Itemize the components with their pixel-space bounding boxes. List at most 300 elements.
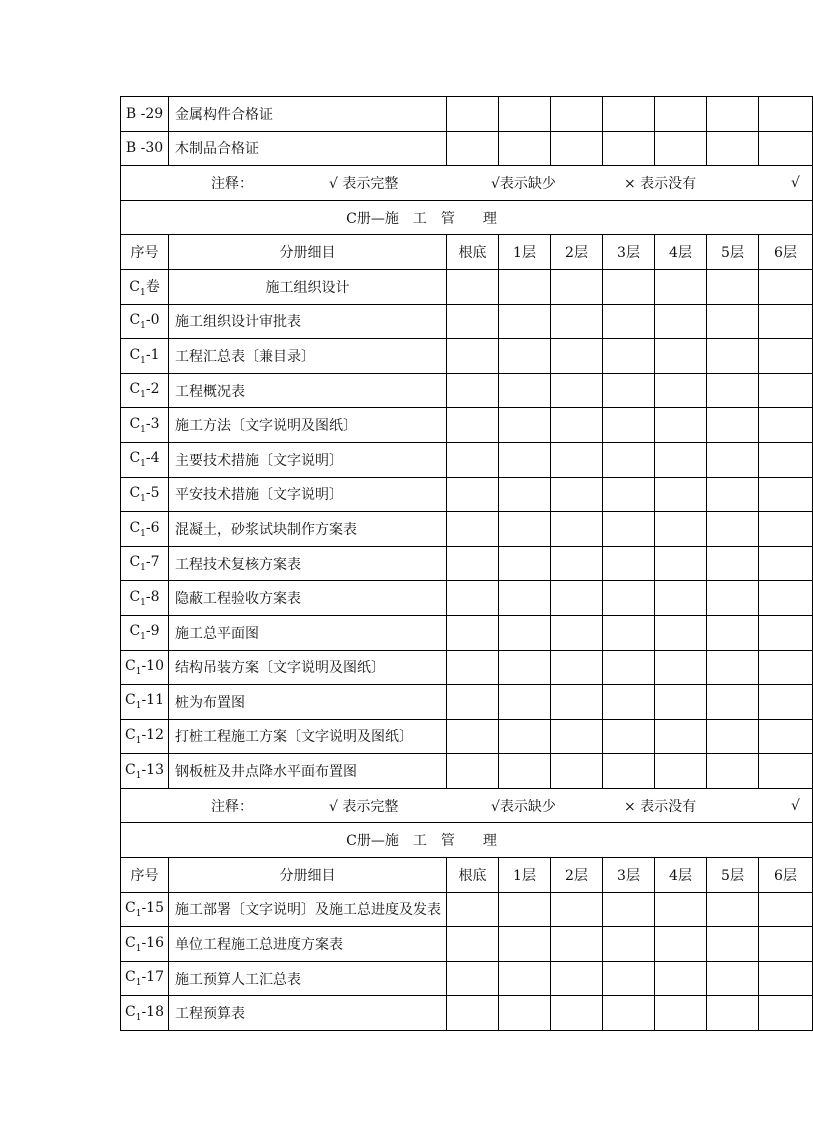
checkbox-cell[interactable]	[603, 892, 655, 927]
table-row	[121, 685, 813, 720]
header-floor: 5层	[707, 235, 759, 270]
checkbox-cell[interactable]	[603, 304, 655, 339]
header-floor: 4层	[655, 235, 707, 270]
row-item-name: 金属构件合格证	[169, 97, 447, 132]
checkbox-cell[interactable]	[603, 754, 655, 789]
checkbox-cell[interactable]	[447, 581, 499, 616]
checkbox-cell[interactable]	[759, 650, 813, 685]
table-row	[121, 512, 813, 547]
note-row	[121, 166, 813, 201]
checkbox-cell[interactable]	[759, 97, 813, 132]
code-suffix: -2	[145, 381, 160, 398]
row-code: B -30	[121, 131, 169, 166]
checkbox-cell[interactable]	[759, 546, 813, 581]
checkbox-cell[interactable]	[759, 339, 813, 374]
checkbox-cell[interactable]	[551, 719, 603, 754]
checkbox-cell[interactable]	[499, 512, 551, 547]
checkbox-cell[interactable]	[603, 650, 655, 685]
checkbox-cell[interactable]	[499, 650, 551, 685]
code-subscript: 1	[135, 701, 142, 712]
checkbox-cell[interactable]	[603, 961, 655, 996]
checkbox-cell[interactable]	[655, 373, 707, 408]
code-subscript: 1	[140, 459, 146, 470]
code-prefix: C	[129, 554, 141, 571]
code-suffix: -17	[141, 969, 164, 986]
checkbox-cell[interactable]	[655, 477, 707, 512]
table-row	[121, 615, 813, 650]
note-missing: √表示缺少	[491, 175, 556, 192]
checkbox-cell[interactable]	[603, 373, 655, 408]
row-code	[121, 546, 169, 581]
checkbox-cell[interactable]	[655, 581, 707, 616]
checkbox-cell[interactable]	[603, 719, 655, 754]
archive-checklist-table	[120, 96, 813, 1031]
note-label: 注释：	[211, 798, 253, 815]
checkbox-cell[interactable]	[447, 442, 499, 477]
row-item-name: 施工部署〔文字说明〕及施工总进度及发表	[169, 892, 447, 927]
checkbox-cell[interactable]	[707, 719, 759, 754]
checkbox-cell[interactable]	[551, 892, 603, 927]
row-item-name: 单位工程施工总进度方案表	[169, 927, 447, 962]
note-label: 注释：	[211, 175, 253, 192]
code-subscript: 1	[140, 320, 146, 331]
checkbox-cell[interactable]	[655, 339, 707, 374]
row-item-name: 工程预算表	[169, 996, 447, 1031]
row-item-name: 结构吊装方案〔文字说明及图纸〕	[169, 650, 447, 685]
note-extra: √	[791, 174, 800, 191]
checkbox-cell[interactable]	[603, 408, 655, 443]
checkbox-cell[interactable]	[759, 685, 813, 720]
checkbox-cell[interactable]	[499, 961, 551, 996]
header-floor: 2层	[551, 235, 603, 270]
code-subscript: 1	[139, 287, 146, 298]
checkbox-cell[interactable]	[707, 685, 759, 720]
row-code	[121, 719, 169, 754]
checkbox-cell[interactable]	[655, 996, 707, 1031]
checkbox-cell[interactable]	[499, 304, 551, 339]
checkbox-cell[interactable]	[759, 477, 813, 512]
code-suffix: -6	[145, 519, 160, 536]
code-prefix: C	[125, 934, 136, 951]
section-title: C册—施 工 管 理	[121, 200, 813, 235]
checkbox-cell[interactable]	[759, 304, 813, 339]
note-complete: √ 表示完整	[329, 175, 399, 192]
checkbox-cell[interactable]	[603, 546, 655, 581]
checkbox-cell[interactable]	[707, 615, 759, 650]
checkbox-cell[interactable]	[499, 719, 551, 754]
checkbox-cell[interactable]	[759, 892, 813, 927]
checkbox-cell[interactable]	[603, 131, 655, 166]
row-code	[121, 512, 169, 547]
code-subscript: 1	[135, 978, 142, 989]
row-item-name: 工程汇总表〔兼目录〕	[169, 339, 447, 374]
code-subscript: 1	[135, 735, 142, 746]
code-prefix: C	[125, 727, 136, 744]
checkbox-cell[interactable]	[759, 615, 813, 650]
table-row	[121, 892, 813, 927]
checkbox-cell[interactable]	[551, 996, 603, 1031]
checkbox-cell[interactable]	[655, 719, 707, 754]
table-row	[121, 546, 813, 581]
checkbox-cell[interactable]	[447, 961, 499, 996]
checkbox-cell[interactable]	[707, 408, 759, 443]
checkbox-cell[interactable]	[551, 927, 603, 962]
section-title-row	[121, 200, 813, 235]
code-subscript: 1	[140, 632, 146, 643]
checkbox-cell[interactable]	[499, 927, 551, 962]
code-prefix: C	[125, 761, 136, 778]
checkbox-cell[interactable]	[551, 97, 603, 132]
code-suffix: -5	[145, 484, 160, 501]
code-subscript: 1	[140, 355, 146, 366]
header-base: 根底	[447, 235, 499, 270]
checkbox-cell[interactable]	[707, 927, 759, 962]
row-item-name: 工程技术复核方案表	[169, 546, 447, 581]
header-floor: 6层	[759, 858, 813, 893]
header-floor: 1层	[499, 235, 551, 270]
checkbox-cell[interactable]	[603, 581, 655, 616]
code-prefix: C	[129, 278, 140, 295]
note-cell	[121, 166, 813, 201]
header-floor: 5层	[707, 858, 759, 893]
row-item-name: 施工组织设计	[169, 269, 447, 304]
checkbox-cell[interactable]	[707, 581, 759, 616]
checkbox-cell[interactable]	[603, 615, 655, 650]
checkbox-cell[interactable]	[603, 269, 655, 304]
code-subscript: 1	[140, 389, 146, 400]
code-subscript: 1	[135, 770, 142, 781]
code-suffix: -7	[145, 554, 160, 571]
code-prefix: C	[129, 450, 141, 467]
section-title-row	[121, 823, 813, 858]
row-code	[121, 477, 169, 512]
row-item-name: 施工方法〔文字说明及图纸〕	[169, 408, 447, 443]
checkbox-cell[interactable]	[603, 996, 655, 1031]
header-floor: 2层	[551, 858, 603, 893]
row-code	[121, 269, 169, 304]
header-floor: 6层	[759, 235, 813, 270]
row-code	[121, 685, 169, 720]
code-subscript: 1	[140, 424, 146, 435]
checkbox-cell[interactable]	[499, 892, 551, 927]
checkbox-cell[interactable]	[499, 373, 551, 408]
code-prefix: C	[129, 484, 141, 501]
code-prefix: C	[129, 381, 141, 398]
code-prefix: C	[125, 1003, 136, 1020]
checkbox-cell[interactable]	[499, 408, 551, 443]
checkbox-cell[interactable]	[603, 477, 655, 512]
header-row	[121, 235, 813, 270]
checkbox-cell[interactable]	[499, 339, 551, 374]
checkbox-cell[interactable]	[603, 512, 655, 547]
row-item-name: 混凝土，砂浆试块制作方案表	[169, 512, 447, 547]
header-seq: 序号	[121, 235, 169, 270]
checkbox-cell[interactable]	[655, 269, 707, 304]
table-row	[121, 131, 813, 166]
code-suffix: -15	[141, 900, 164, 917]
checkbox-cell[interactable]	[655, 546, 707, 581]
checkbox-cell[interactable]	[707, 373, 759, 408]
table-row	[121, 304, 813, 339]
row-code: B -29	[121, 97, 169, 132]
checkbox-cell[interactable]	[655, 685, 707, 720]
checkbox-cell[interactable]	[551, 269, 603, 304]
table-row	[121, 996, 813, 1031]
checkbox-cell[interactable]	[499, 442, 551, 477]
header-base: 根底	[447, 858, 499, 893]
table-row	[121, 927, 813, 962]
row-code	[121, 615, 169, 650]
code-suffix: -0	[145, 311, 160, 328]
code-prefix: C	[125, 657, 136, 674]
table-row	[121, 754, 813, 789]
code-prefix: C	[129, 311, 141, 328]
code-suffix: -1	[145, 346, 160, 363]
checkbox-cell[interactable]	[707, 754, 759, 789]
note-row	[121, 788, 813, 823]
checkbox-cell[interactable]	[603, 927, 655, 962]
header-floor: 4层	[655, 858, 707, 893]
checkbox-cell[interactable]	[603, 339, 655, 374]
checkbox-cell[interactable]	[655, 304, 707, 339]
checkbox-cell[interactable]	[447, 996, 499, 1031]
checkbox-cell[interactable]	[655, 650, 707, 685]
code-subscript: 1	[135, 943, 142, 954]
checkbox-cell[interactable]	[707, 996, 759, 1031]
checkbox-cell[interactable]	[447, 754, 499, 789]
checkbox-cell[interactable]	[447, 269, 499, 304]
note-missing: √表示缺少	[491, 798, 556, 815]
checkbox-cell[interactable]	[759, 996, 813, 1031]
checkbox-cell[interactable]	[551, 442, 603, 477]
row-code	[121, 304, 169, 339]
checkbox-cell[interactable]	[551, 685, 603, 720]
checkbox-cell[interactable]	[707, 477, 759, 512]
table-row	[121, 97, 813, 132]
code-suffix: -9	[145, 623, 160, 640]
checkbox-cell[interactable]	[447, 131, 499, 166]
code-prefix: C	[129, 346, 141, 363]
header-floor: 3层	[603, 235, 655, 270]
row-code	[121, 373, 169, 408]
checkbox-cell[interactable]	[551, 512, 603, 547]
checkbox-cell[interactable]	[551, 477, 603, 512]
checkbox-cell[interactable]	[603, 97, 655, 132]
checkbox-cell[interactable]	[499, 97, 551, 132]
code-suffix: -4	[145, 450, 160, 467]
checkbox-cell[interactable]	[447, 408, 499, 443]
table-row	[121, 269, 813, 304]
note-none: × 表示没有	[624, 175, 697, 192]
row-item-name: 施工预算人工汇总表	[169, 961, 447, 996]
checkbox-cell[interactable]	[447, 304, 499, 339]
checkbox-cell[interactable]	[447, 650, 499, 685]
checkbox-cell[interactable]	[759, 373, 813, 408]
code-subscript: 1	[135, 908, 142, 919]
checkbox-cell[interactable]	[655, 408, 707, 443]
row-item-name: 桩为布置图	[169, 685, 447, 720]
row-item-name: 主要技术措施〔文字说明〕	[169, 442, 447, 477]
checkbox-cell[interactable]	[551, 615, 603, 650]
checkbox-cell[interactable]	[447, 685, 499, 720]
header-seq: 序号	[121, 858, 169, 893]
code-suffix: -10	[141, 657, 164, 674]
checkbox-cell[interactable]	[707, 512, 759, 547]
checkbox-cell[interactable]	[759, 408, 813, 443]
table-row	[121, 961, 813, 996]
header-row	[121, 858, 813, 893]
checkbox-cell[interactable]	[655, 442, 707, 477]
checkbox-cell[interactable]	[551, 408, 603, 443]
checkbox-cell[interactable]	[551, 373, 603, 408]
checkbox-cell[interactable]	[499, 996, 551, 1031]
checkbox-cell[interactable]	[655, 131, 707, 166]
row-item-name: 工程概况表	[169, 373, 447, 408]
row-item-name: 施工总平面图	[169, 615, 447, 650]
checkbox-cell[interactable]	[707, 650, 759, 685]
checkbox-cell[interactable]	[759, 269, 813, 304]
checkbox-cell[interactable]	[707, 97, 759, 132]
checkbox-cell[interactable]	[655, 512, 707, 547]
code-subscript: 1	[140, 562, 146, 573]
checkbox-cell[interactable]	[447, 97, 499, 132]
checkbox-cell[interactable]	[759, 442, 813, 477]
table-row	[121, 373, 813, 408]
checkbox-cell[interactable]	[499, 754, 551, 789]
row-code	[121, 442, 169, 477]
checkbox-cell[interactable]	[499, 131, 551, 166]
table-row	[121, 719, 813, 754]
code-subscript: 1	[135, 1012, 142, 1023]
checkbox-cell[interactable]	[759, 131, 813, 166]
table-row	[121, 442, 813, 477]
checkbox-cell[interactable]	[759, 719, 813, 754]
checkbox-cell[interactable]	[655, 97, 707, 132]
code-subscript: 1	[140, 528, 146, 539]
section-title: C册—施 工 管 理	[121, 823, 813, 858]
checkbox-cell[interactable]	[707, 961, 759, 996]
checkbox-cell[interactable]	[499, 269, 551, 304]
code-suffix: -18	[141, 1003, 164, 1020]
row-item-name: 钢板桩及井点降水平面布置图	[169, 754, 447, 789]
row-code	[121, 339, 169, 374]
checkbox-cell[interactable]	[655, 754, 707, 789]
code-prefix: C	[125, 692, 136, 709]
row-code	[121, 927, 169, 962]
checkbox-cell[interactable]	[707, 131, 759, 166]
checkbox-cell[interactable]	[551, 304, 603, 339]
code-suffix: -12	[141, 727, 164, 744]
code-suffix: -16	[141, 934, 164, 951]
row-item-name: 施工组织设计审批表	[169, 304, 447, 339]
checkbox-cell[interactable]	[447, 546, 499, 581]
note-extra: √	[791, 797, 800, 814]
row-code	[121, 408, 169, 443]
checkbox-cell[interactable]	[551, 339, 603, 374]
table-row	[121, 650, 813, 685]
code-suffix: -11	[141, 692, 164, 709]
checkbox-cell[interactable]	[447, 512, 499, 547]
checkbox-cell[interactable]	[447, 927, 499, 962]
note-cell	[121, 788, 813, 823]
checkbox-cell[interactable]	[707, 304, 759, 339]
code-suffix: -13	[141, 761, 164, 778]
checkbox-cell[interactable]	[655, 615, 707, 650]
checkbox-cell[interactable]	[551, 546, 603, 581]
checkbox-cell[interactable]	[551, 754, 603, 789]
code-prefix: C	[129, 519, 141, 536]
checkbox-cell[interactable]	[655, 892, 707, 927]
checkbox-cell[interactable]	[551, 581, 603, 616]
code-prefix: C	[129, 623, 141, 640]
row-item-name: 木制品合格证	[169, 131, 447, 166]
checkbox-cell[interactable]	[655, 961, 707, 996]
header-floor: 1层	[499, 858, 551, 893]
code-prefix: C	[129, 588, 141, 605]
checkbox-cell[interactable]	[499, 546, 551, 581]
row-item-name: 隐蔽工程验收方案表	[169, 581, 447, 616]
checkbox-cell[interactable]	[447, 615, 499, 650]
code-prefix: C	[129, 415, 141, 432]
row-code	[121, 892, 169, 927]
row-item-name: 打桩工程施工方案〔文字说明及图纸〕	[169, 719, 447, 754]
table-row	[121, 581, 813, 616]
code-suffix: 卷	[145, 278, 160, 295]
code-subscript: 1	[140, 493, 146, 504]
checkbox-cell[interactable]	[499, 615, 551, 650]
checkbox-cell[interactable]	[551, 131, 603, 166]
note-none: × 表示没有	[624, 798, 697, 815]
checkbox-cell[interactable]	[551, 650, 603, 685]
checkbox-cell[interactable]	[759, 961, 813, 996]
row-code	[121, 581, 169, 616]
checkbox-cell[interactable]	[707, 442, 759, 477]
checkbox-cell[interactable]	[447, 477, 499, 512]
note-complete: √ 表示完整	[329, 798, 399, 815]
header-item: 分册细目	[169, 858, 447, 893]
checkbox-cell[interactable]	[603, 442, 655, 477]
row-item-name: 平安技术措施〔文字说明〕	[169, 477, 447, 512]
checkbox-cell[interactable]	[707, 339, 759, 374]
checkbox-cell[interactable]	[655, 927, 707, 962]
checkbox-cell[interactable]	[499, 477, 551, 512]
header-floor: 3层	[603, 858, 655, 893]
checkbox-cell[interactable]	[551, 961, 603, 996]
checkbox-cell[interactable]	[707, 892, 759, 927]
checkbox-cell[interactable]	[447, 339, 499, 374]
checkbox-cell[interactable]	[603, 685, 655, 720]
checkbox-cell[interactable]	[759, 512, 813, 547]
checkbox-cell[interactable]	[447, 892, 499, 927]
code-suffix: -3	[145, 415, 160, 432]
code-suffix: -8	[145, 588, 160, 605]
checkbox-cell[interactable]	[707, 269, 759, 304]
row-code	[121, 996, 169, 1031]
checkbox-cell[interactable]	[759, 754, 813, 789]
checkbox-cell[interactable]	[759, 581, 813, 616]
code-subscript: 1	[140, 597, 146, 608]
checkbox-cell[interactable]	[447, 719, 499, 754]
checkbox-cell[interactable]	[707, 546, 759, 581]
checkbox-cell[interactable]	[447, 373, 499, 408]
checkbox-cell[interactable]	[759, 927, 813, 962]
header-item: 分册细目	[169, 235, 447, 270]
code-prefix: C	[125, 900, 136, 917]
checkbox-cell[interactable]	[499, 581, 551, 616]
row-code	[121, 961, 169, 996]
row-code	[121, 754, 169, 789]
checkbox-cell[interactable]	[499, 685, 551, 720]
